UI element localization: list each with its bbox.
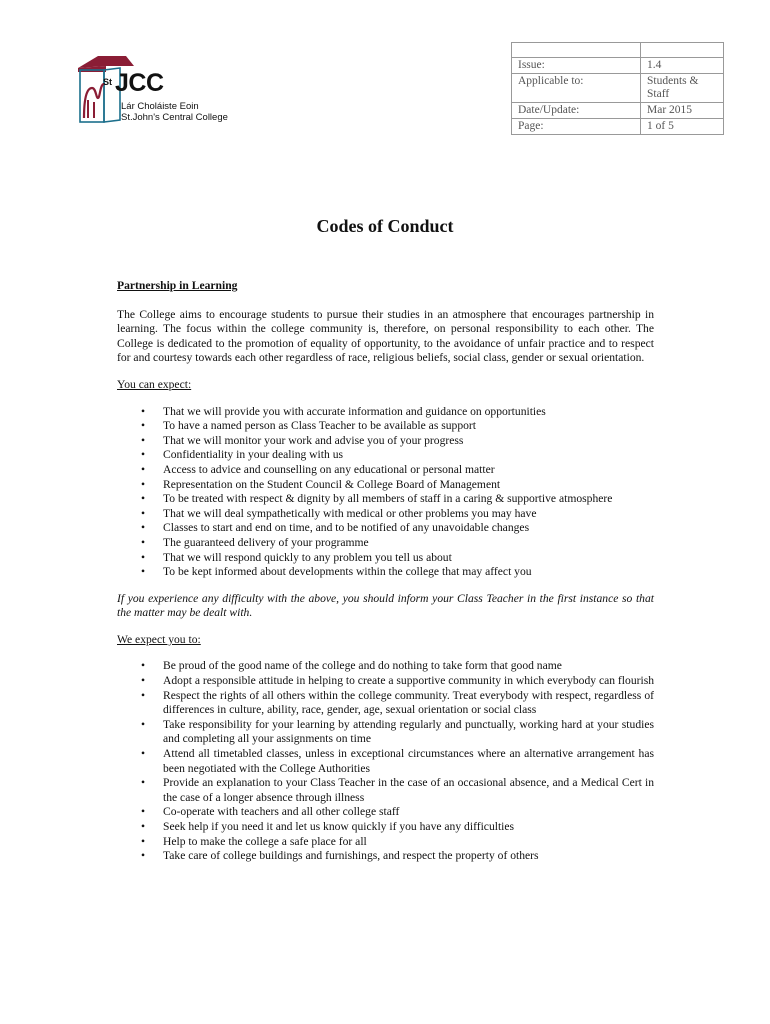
list-item-text: Provide an explanation to your Class Teacher in the case of an occasional absence, and a Medical Cert in the case of a longer absence through illness <box>163 776 654 804</box>
list-item <box>117 536 654 551</box>
meta-row-issue <box>512 58 724 74</box>
list-item <box>117 551 654 566</box>
page-title: Codes of Conduct <box>316 216 454 236</box>
list-item <box>117 689 654 718</box>
bullet-icon: • <box>141 776 146 790</box>
list-item-text: That we will respond quickly to any problem you tell us about <box>163 550 452 564</box>
list-item-text: That we will provide you with accurate information and guidance on opportunities <box>163 404 546 418</box>
bullet-icon: • <box>141 404 146 418</box>
document-control-table <box>511 42 724 135</box>
list-item-text: That we will deal sympathetically with medical or other problems you may have <box>163 506 537 520</box>
meta-value: 1 of 5 <box>641 119 724 135</box>
meta-value: 1.4 <box>641 58 724 74</box>
intro-paragraph: The College aims to encourage students to pursue their studies in an atmosphere that encourages partnership in learning. The focus within the college community is, therefore, on personal responsibility to each other. The College is dedicated to the promotion of equality of opportunity, to the avoidance of unfair practice and to respect for and courtesy towards each other regardless of race, religious beliefs, social class, gender or sexual orientation. <box>117 307 654 365</box>
list-item <box>117 478 654 493</box>
list-item-text: Access to advice and counselling on any educational or personal matter <box>163 462 495 476</box>
list-item-text: Representation on the Student Council & College Board of Management <box>163 477 501 491</box>
list-item-text: Be proud of the good name of the college and do nothing to take form that good name <box>163 659 562 673</box>
meta-key: Date/Update: <box>512 103 641 119</box>
bullet-icon: • <box>141 448 146 462</box>
list-item <box>117 718 654 747</box>
bullet-icon: • <box>141 550 146 564</box>
list-item-text: The guaranteed delivery of your programme <box>163 535 369 549</box>
list-item-text: To have a named person as Class Teacher to be available as support <box>163 419 477 433</box>
logo-line-english: St.John's Central College <box>121 112 228 123</box>
list-item <box>117 448 654 463</box>
meta-key: Issue: <box>512 58 641 74</box>
we-expect-heading: We expect you to: <box>117 632 201 646</box>
bullet-icon: • <box>141 805 146 819</box>
meta-key: Applicable to: <box>512 74 641 103</box>
list-item <box>117 565 654 580</box>
list-item-text: To be kept informed about developments within the college that may affect you <box>163 565 532 579</box>
list-item <box>117 521 654 536</box>
list-item <box>117 492 654 507</box>
bullet-icon: • <box>141 820 146 833</box>
list-item-text: Co-operate with teachers and all other college staff <box>163 805 400 819</box>
list-item <box>117 805 654 820</box>
list-item <box>117 405 654 420</box>
list-item <box>117 747 654 776</box>
list-item <box>117 820 654 835</box>
bullet-icon: • <box>141 419 146 433</box>
meta-row-applicable <box>512 74 724 103</box>
bullet-icon: • <box>141 688 146 702</box>
bullet-icon: • <box>141 659 146 673</box>
bullet-icon: • <box>141 521 146 535</box>
section-heading: Partnership in Learning <box>117 279 238 292</box>
bullet-icon: • <box>141 506 146 520</box>
list-item-text: To be treated with respect & dignity by all members of staff in a caring & supportive atmosphere <box>163 492 613 506</box>
bullet-icon: • <box>141 849 146 863</box>
bullet-icon: • <box>141 535 146 549</box>
meta-value: Students & Staff <box>641 74 724 103</box>
logo-jcc-text: JCC <box>115 69 164 97</box>
list-item-text: Adopt a responsible attitude in helping to create a supportive community in which everybody can flourish <box>163 674 655 688</box>
you-can-expect-heading: You can expect: <box>117 377 192 391</box>
meta-row-date <box>512 103 724 119</box>
list-item <box>117 849 654 864</box>
logo-line-irish: Lár Choláiste Eoin <box>121 101 199 112</box>
bullet-icon: • <box>141 717 146 731</box>
list-item-text: Attend all timetabled classes, unless in exceptional circumstances where an alternative arrangement has been negotiated with the College Authorities <box>163 747 654 775</box>
list-item <box>117 507 654 522</box>
bullet-icon: • <box>141 834 146 848</box>
list-item-text: Classes to start and end on time, and to be notified of any unavoidable changes <box>163 521 530 535</box>
meta-value: Mar 2015 <box>641 103 724 119</box>
list-item-text: Take care of college buildings and furnishings, and respect the property of others <box>163 849 539 863</box>
bullet-icon: • <box>141 492 146 506</box>
bullet-icon: • <box>141 477 146 491</box>
you-can-expect-list <box>117 405 654 580</box>
difficulty-note: If you experience any difficulty with the above, you should inform your Class Teacher in the first instance so that the matter may be dealt with. <box>117 591 654 620</box>
list-item <box>117 659 654 674</box>
bullet-icon: • <box>141 565 146 579</box>
bullet-icon: • <box>141 674 146 688</box>
list-item <box>117 674 654 689</box>
logo-college-name <box>121 101 228 123</box>
document-body <box>117 279 654 864</box>
meta-key: Page: <box>512 119 641 135</box>
bullet-icon: • <box>141 433 146 447</box>
list-item <box>117 776 654 805</box>
meta-row-page <box>512 119 724 135</box>
logo-st-text: St <box>103 77 112 87</box>
list-item <box>117 434 654 449</box>
list-item-text: That we will monitor your work and advise you of your progress <box>163 433 464 447</box>
list-item-text: Seek help if you need it and let us know quickly if you have any difficulties <box>163 820 515 833</box>
list-item-text: Respect the rights of all others within the college community. Treat everybody with respect, regardless of differences in culture, ability, race, gender, age, sexual orientation or social class <box>163 688 654 717</box>
list-item <box>117 835 654 850</box>
bullet-icon: • <box>141 747 146 761</box>
list-item-text: Take responsibility for your learning by attending regularly and punctually, working hard at your studies and completing all your assignments on time <box>163 717 654 746</box>
list-item <box>117 463 654 478</box>
list-item-text: Help to make the college a safe place for all <box>163 834 367 848</box>
list-item-text: Confidentiality in your dealing with us <box>163 448 344 462</box>
we-expect-list <box>117 659 654 863</box>
list-item <box>117 419 654 434</box>
bullet-icon: • <box>141 462 146 476</box>
